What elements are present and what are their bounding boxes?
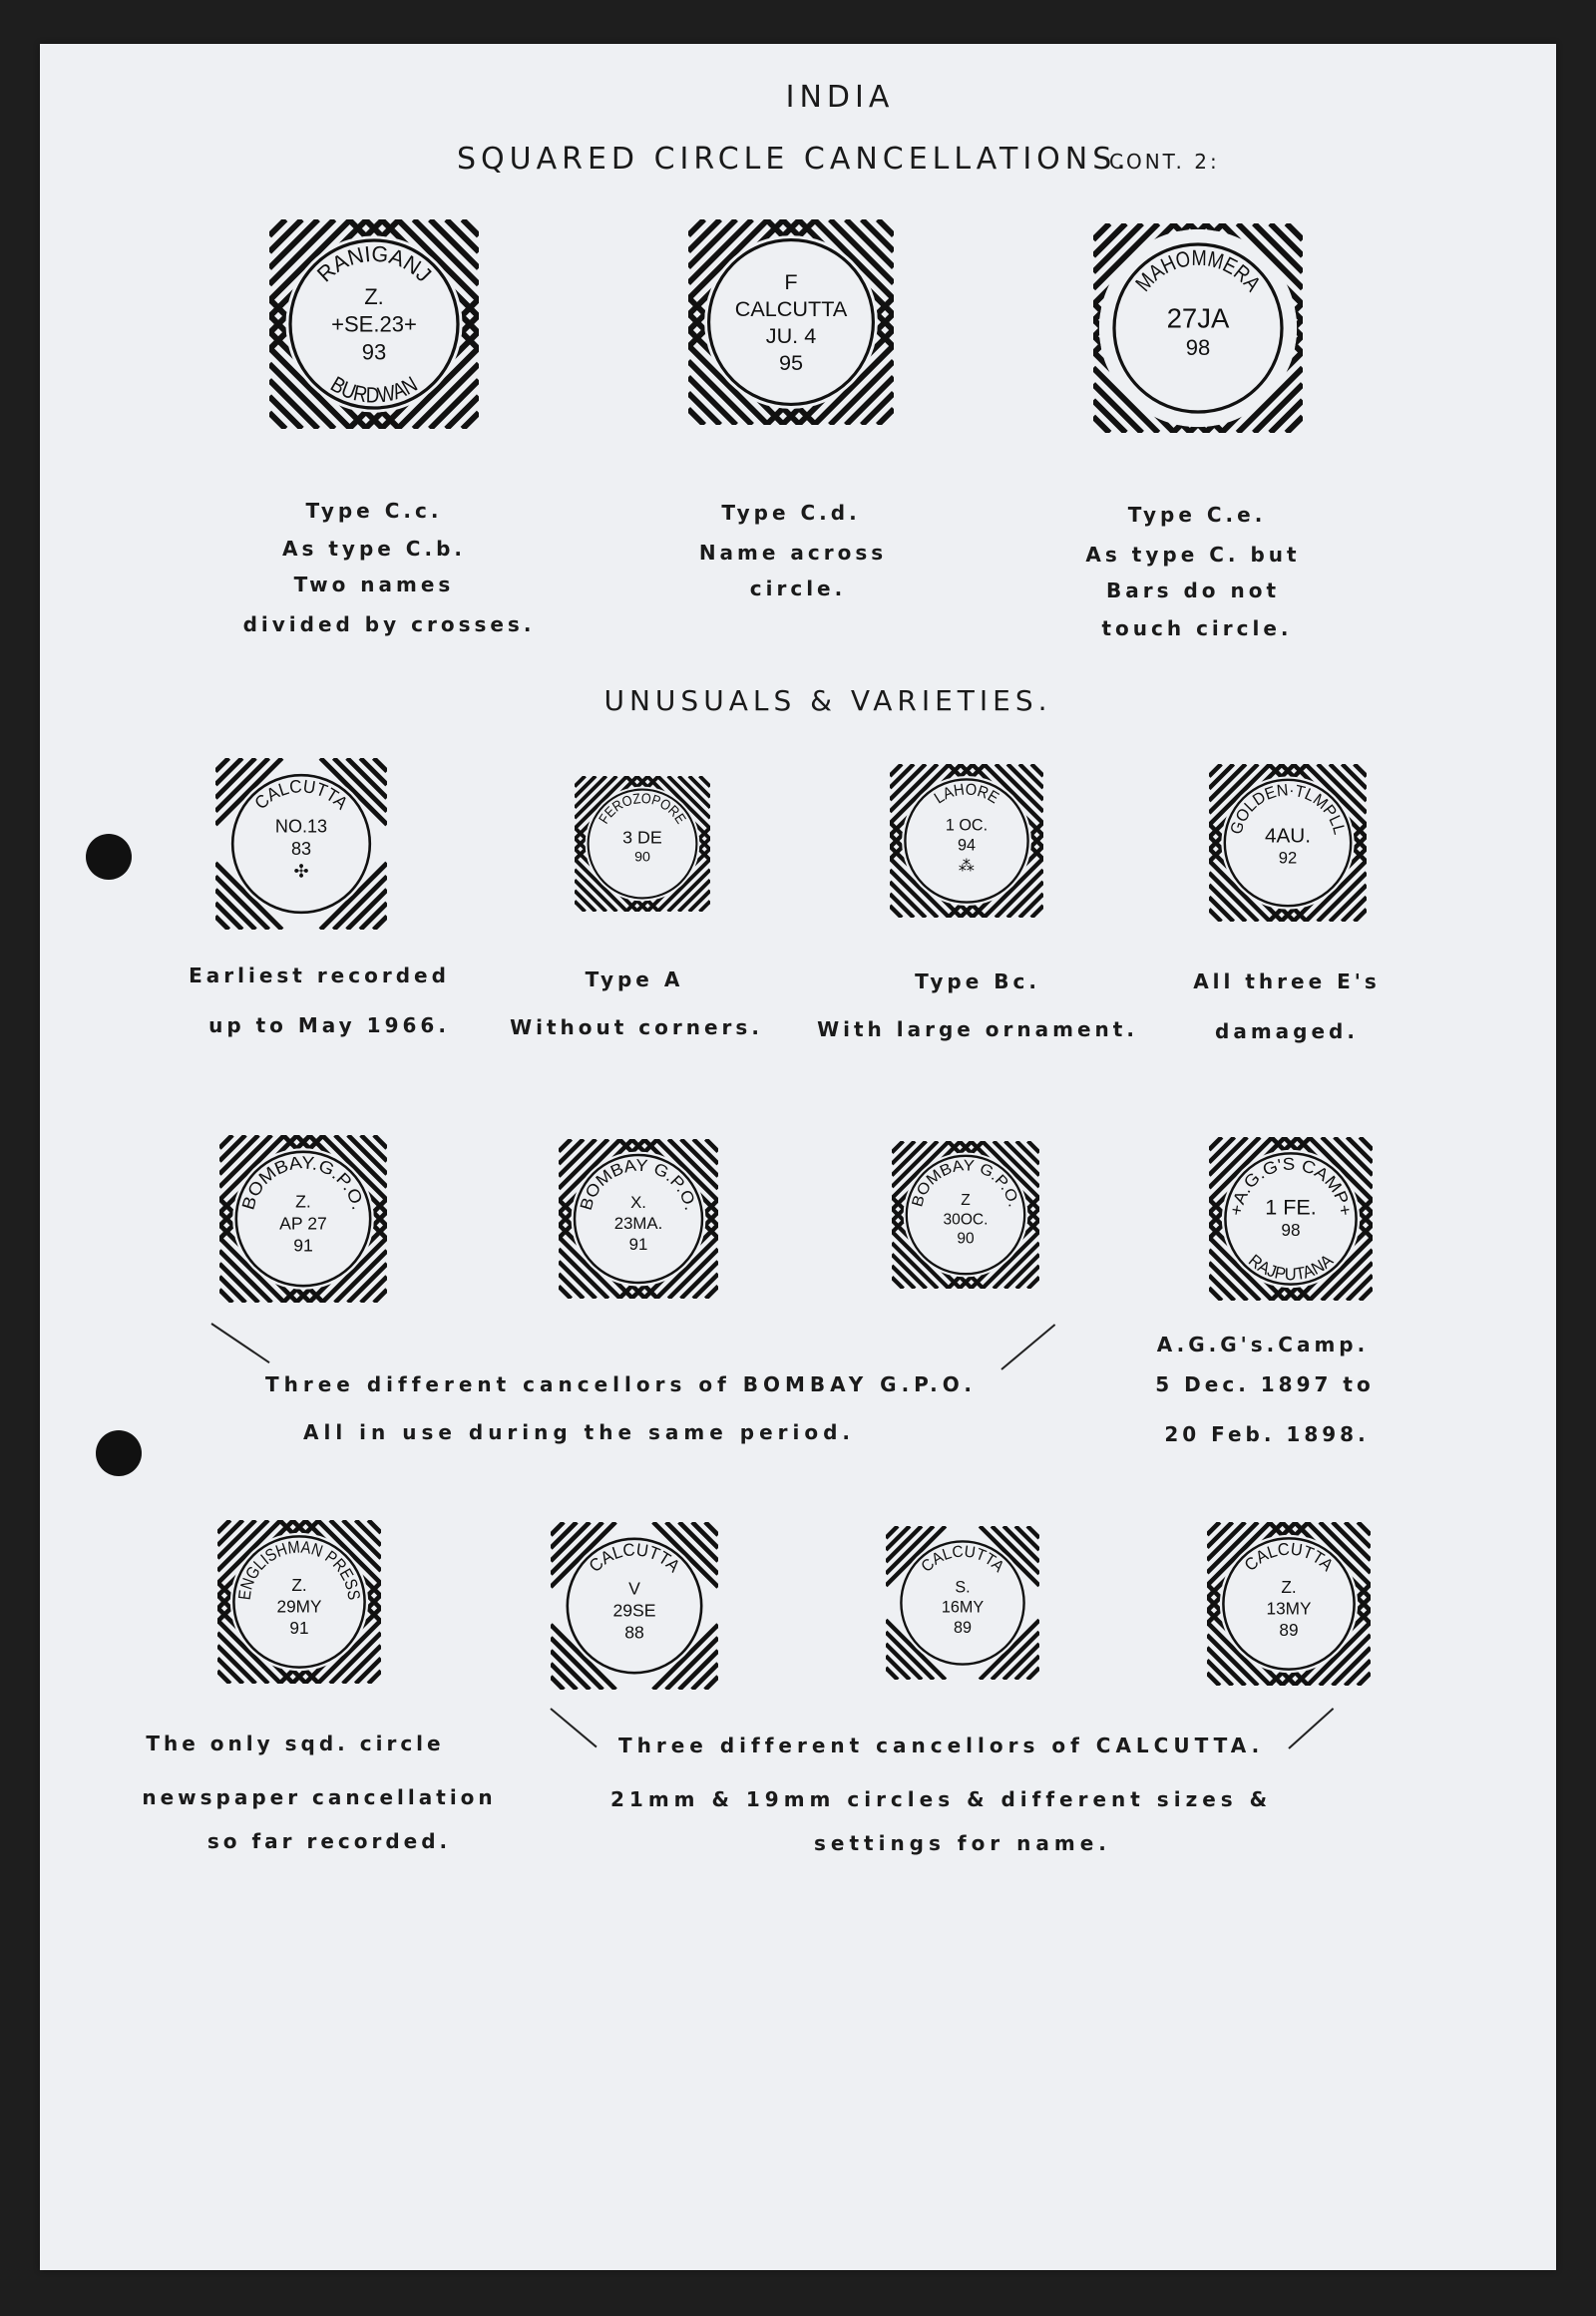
stamp-englishman-press [217, 1520, 381, 1684]
corner-bar [706, 1139, 718, 1151]
postmark-line: Z. [1281, 1576, 1297, 1597]
postmark-line: +SE.23+ [331, 311, 417, 337]
corner-bar [1209, 1137, 1222, 1150]
postmark-top-text: BOMBAY G.P.O. [909, 1157, 1022, 1210]
caption-newspaper-3: so far recorded. [206, 1829, 452, 1853]
corner-bar [692, 1664, 718, 1690]
corner-bar [862, 219, 894, 251]
postmark-line: 88 [624, 1622, 644, 1643]
postmark-line: 13MY [1266, 1598, 1312, 1619]
corner-bar [1093, 223, 1109, 239]
postmark-top-text: CALCUTTA [917, 1542, 1008, 1577]
caption-newspaper-2: newspaper cancellation [142, 1785, 497, 1809]
postmark-line: V [628, 1578, 640, 1599]
postmark-line: 29SE [612, 1600, 656, 1621]
corner-bar [575, 901, 586, 912]
bracket-right-bombay [1000, 1324, 1055, 1370]
corner-bar [886, 1526, 898, 1538]
stamp-bombay-gpo-3 [892, 1141, 1039, 1289]
caption-earliest-2: up to May 1966. [208, 1013, 450, 1037]
postmark-line: 98 [1185, 335, 1211, 361]
corner-bar [1346, 1522, 1371, 1547]
stamp-calcutta-f [688, 219, 894, 425]
caption-cd-2: Name across [698, 541, 888, 565]
postmark-line: 93 [361, 339, 387, 365]
postmark-top-text: +A.G.G'S CAMP+ [1225, 1153, 1357, 1218]
postmark-line: 91 [293, 1235, 313, 1256]
postmark-line: 91 [289, 1617, 309, 1638]
corner-bar [1270, 223, 1303, 256]
postmark-line: 95 [778, 350, 804, 376]
corner-bar [1360, 1137, 1373, 1150]
corner-bar [575, 891, 596, 912]
caption-cc-1: Type C.c. [305, 499, 443, 523]
postmark-line: 89 [954, 1618, 972, 1637]
postmark-top-text: FEROZOPORE [596, 790, 689, 828]
corner-bar [1348, 1137, 1373, 1162]
postmark-bottom-text: RAJPUTANA [1244, 1249, 1338, 1285]
corner-bar [892, 1141, 915, 1164]
bracket-left-bombay [210, 1323, 269, 1363]
corner-bar [269, 219, 285, 235]
corner-bar [699, 776, 710, 787]
corner-bar [559, 1139, 584, 1164]
postmark-line: 89 [1279, 1619, 1299, 1640]
postmark-top-text: CALCUTTA [585, 1539, 685, 1577]
corner-bar [575, 776, 586, 787]
caption-cc-3: Two names [293, 573, 455, 596]
corner-bar [559, 1139, 571, 1151]
postmark-line: 3 DE [622, 827, 662, 848]
corner-bar [463, 413, 479, 429]
postmark-top-text: RANIGANJ [311, 240, 437, 287]
postmark-line: Z. [364, 284, 384, 310]
corner-bar [688, 393, 720, 425]
caption-cc-2: As type C.b. [282, 537, 466, 561]
postmark-line: Z. [295, 1191, 311, 1212]
caption-ce-1: Type C.e. [1127, 503, 1267, 527]
caption-damaged-2: damaged. [1215, 1019, 1359, 1043]
section-unusuals: UNUSUALS & VARIETIES. [603, 684, 1052, 717]
corner-bar [1270, 400, 1303, 433]
postmark-line: AP 27 [279, 1213, 327, 1234]
corner-bar [356, 1520, 381, 1545]
caption-calcutta-3: settings for name. [814, 1831, 1111, 1855]
punch-hole-upper [86, 834, 132, 880]
stamp-bombay-gpo-2 [559, 1139, 718, 1299]
corner-bar [361, 1277, 387, 1303]
corner-bar [217, 1671, 230, 1684]
corner-bar [217, 1520, 242, 1545]
postmark-line: 27JA [1166, 302, 1230, 334]
corner-bar [1209, 1137, 1234, 1162]
corner-bar [1209, 910, 1221, 922]
postmark-top-text: BOMBAY G.P.O. [576, 1155, 701, 1213]
page-subtitle: SQUARED CIRCLE CANCELLATIONS. [457, 142, 1131, 177]
corner-bar [215, 758, 228, 771]
stamp-agg-camp [1209, 1137, 1373, 1301]
caption-typebc-2: With large ornament. [817, 1017, 1138, 1041]
caption-newspaper-1: The only sqd. circle [146, 1732, 445, 1755]
caption-agg-2: 5 Dec. 1897 to [1155, 1372, 1375, 1396]
corner-bar [551, 1664, 577, 1690]
corner-bars [688, 219, 894, 425]
corner-bar [1287, 417, 1303, 433]
corner-bar [1019, 894, 1043, 918]
postmark-top-text: MAHOMMERA [1130, 244, 1268, 298]
corner-bar [559, 1287, 571, 1299]
corner-bar [361, 1135, 387, 1161]
corner-bar [463, 219, 479, 235]
corner-bar [886, 1668, 898, 1680]
postmark-line: 90 [634, 849, 650, 866]
caption-agg-3: 20 Feb. 1898. [1164, 1422, 1370, 1446]
corner-bar [688, 219, 704, 235]
corner-bar [1027, 1526, 1039, 1538]
caption-bombay-2: All in use during the same period. [303, 1420, 856, 1444]
corner-bar [551, 1677, 564, 1690]
postmark-line: JU. 4 [765, 323, 817, 349]
corner-bar [1028, 1141, 1039, 1152]
caption-typea-1: Type A [585, 967, 684, 991]
page-subtitle-cont: CONT. 2: [1109, 150, 1220, 174]
postmark-line: 92 [1278, 848, 1298, 868]
corner-bar [1093, 400, 1126, 433]
corner-bar [688, 409, 704, 425]
corner-bar [551, 1522, 564, 1535]
postmark-line: 94 [958, 836, 976, 855]
stamp-calcutta-no13 [215, 758, 387, 930]
corner-bar [446, 219, 479, 252]
corner-bar [1207, 1661, 1232, 1686]
postmark-line: 1 FE. [1265, 1195, 1317, 1220]
postmark-line: F [784, 269, 798, 295]
caption-typea-2: Without corners. [510, 1015, 763, 1039]
corner-bar [1209, 764, 1234, 789]
corner-bar [890, 894, 914, 918]
postmark-line: X. [630, 1193, 646, 1213]
corner-bar [693, 1139, 718, 1164]
corner-bar [878, 219, 894, 235]
bracket-right-calcutta [1288, 1708, 1334, 1749]
corner-bar [1209, 1288, 1222, 1301]
postmark-line: 4AU. [1264, 824, 1312, 848]
corner-bar [219, 1290, 232, 1303]
corner-bar [368, 1520, 381, 1533]
corner-bar [1358, 1673, 1371, 1686]
corner-bar [705, 1522, 718, 1535]
corner-bar [215, 917, 228, 930]
corner-bar [878, 409, 894, 425]
postmark-line: 16MY [941, 1598, 985, 1617]
caption-ce-3: Bars do not [1105, 579, 1281, 602]
postmark-circle [709, 240, 874, 405]
corner-bar [356, 1659, 381, 1684]
postmark-bottom-text: BURDWAN [326, 370, 424, 408]
postmark-line: Z [961, 1191, 971, 1209]
corner-bar [215, 758, 242, 785]
corner-bar [1346, 1661, 1371, 1686]
postmark-line: Z. [291, 1574, 307, 1595]
corner-bar [360, 758, 387, 785]
corner-bar [862, 393, 894, 425]
corner-bar [1031, 906, 1043, 918]
corner-bar [1342, 897, 1367, 922]
postmark-top-text: ENGLISHMAN PRESS [233, 1536, 365, 1603]
postmark-line: 90 [957, 1230, 975, 1248]
corner-bar [688, 219, 720, 251]
postmark-line: CALCUTTA [734, 296, 848, 322]
corner-bar [1209, 764, 1221, 776]
corner-bar [219, 1277, 245, 1303]
corner-bar [1093, 223, 1223, 353]
corner-bar [269, 396, 302, 429]
corner-bar [1015, 1656, 1039, 1680]
corner-bar [1355, 910, 1367, 922]
corner-bar [890, 764, 902, 776]
caption-damaged-1: All three E's [1193, 969, 1381, 993]
postmark-line: ⁂ [958, 856, 976, 875]
corner-bar [886, 1526, 910, 1550]
postmark-line: 30OC. [943, 1211, 989, 1229]
stamp-raniganj [269, 219, 479, 429]
caption-calcutta-1: Three different cancellors of CALCUTTA. [618, 1734, 1265, 1757]
caption-cd-1: Type C.d. [721, 501, 861, 525]
corner-bar [705, 1677, 718, 1690]
postmark-line: 83 [290, 838, 312, 859]
corner-bar [360, 903, 387, 930]
postmark-top-text: BOMBAY.G.P.O. [237, 1152, 369, 1213]
postmark-top-text: CALCUTTA [250, 776, 353, 814]
stamp-lahore [890, 764, 1043, 918]
postmark-line: NO.13 [274, 816, 328, 837]
corner-bar [890, 906, 902, 918]
corner-bar [1207, 1673, 1220, 1686]
corner-bar [1093, 223, 1126, 256]
corner-bar [1015, 1526, 1039, 1550]
stamp-golden-temple [1209, 764, 1367, 922]
corner-bar [368, 1671, 381, 1684]
corner-bar [689, 891, 710, 912]
corner-bar [1173, 223, 1303, 353]
caption-ce-2: As type C. but [1085, 543, 1301, 567]
corner-bar [374, 917, 387, 930]
corner-bar [1358, 1522, 1371, 1535]
corner-bar [217, 1659, 242, 1684]
caption-cd-3: circle. [749, 577, 847, 600]
corner-bar [890, 764, 914, 788]
corner-bar [1355, 764, 1367, 776]
corner-bar [1028, 1278, 1039, 1289]
corner-bar [269, 413, 285, 429]
postmark-top-text: GOLDEN·TLMPLL [1226, 780, 1350, 837]
corner-bar [1016, 1141, 1039, 1164]
corner-bar [699, 901, 710, 912]
stamp-calcutta-s [886, 1526, 1039, 1680]
corner-bar [693, 1274, 718, 1299]
postmark-line: 98 [1281, 1219, 1301, 1240]
corner-bar [1342, 764, 1367, 789]
corner-bar [892, 1278, 903, 1289]
stamp-calcutta-v [551, 1522, 718, 1690]
corner-bar [1016, 1266, 1039, 1289]
corner-bar [1287, 223, 1303, 239]
caption-agg-1: A.G.G's.Camp. [1156, 1333, 1370, 1356]
bracket-left-calcutta [550, 1708, 597, 1747]
postmark-line: 1 OC. [945, 816, 989, 835]
page-country: INDIA [785, 80, 895, 115]
corner-bar [575, 776, 596, 797]
punch-hole-lower [96, 1430, 142, 1476]
corner-bar [269, 219, 302, 252]
corner-bar [1209, 1276, 1234, 1301]
corner-bar [892, 1266, 915, 1289]
corner-bar [446, 396, 479, 429]
postmark-top-text: CALCUTTA [1240, 1538, 1339, 1576]
corner-bar [1360, 1288, 1373, 1301]
caption-cc-4: divided by crosses. [242, 612, 536, 636]
postmark-line: ✣ [293, 861, 309, 882]
corner-bar [886, 1656, 910, 1680]
corner-bar [374, 758, 387, 771]
postmark-line: S. [955, 1578, 971, 1597]
corner-bar [1093, 417, 1109, 433]
corner-bar [692, 1522, 718, 1548]
postmark-line: 23MA. [613, 1214, 663, 1234]
caption-calcutta-2: 21mm & 19mm circles & different sizes & [610, 1787, 1273, 1811]
corner-bar [689, 776, 710, 797]
corner-bar [1348, 1276, 1373, 1301]
caption-typebc-1: Type Bc. [915, 969, 1040, 993]
corner-bar [1207, 1522, 1232, 1547]
corner-bar [374, 1135, 387, 1148]
stamp-calcutta-z [1207, 1522, 1371, 1686]
corner-bar [1209, 897, 1234, 922]
postmark-line: 91 [628, 1235, 648, 1255]
caption-bombay-1: Three different cancellors of BOMBAY G.P.O. [265, 1372, 977, 1396]
corner-bar [219, 1135, 232, 1148]
corner-bar [892, 1141, 903, 1152]
corner-bar [374, 1290, 387, 1303]
corner-bar [1031, 764, 1043, 776]
stamp-mahommera [1093, 223, 1303, 433]
stamp-ferozepore [575, 776, 710, 912]
corner-bar [1207, 1522, 1220, 1535]
corner-bar [219, 1135, 245, 1161]
corner-bar [1027, 1668, 1039, 1680]
postmark-line: 29MY [276, 1596, 322, 1617]
caption-ce-4: touch circle. [1101, 616, 1293, 640]
corner-bar [1019, 764, 1043, 788]
corner-bar [215, 903, 242, 930]
corner-bar [217, 1520, 230, 1533]
corner-bar [559, 1274, 584, 1299]
postmark-top-text: LAHORE [931, 780, 1003, 808]
album-page [40, 44, 1556, 2270]
corner-bar [706, 1287, 718, 1299]
caption-earliest-1: Earliest recorded [189, 964, 450, 987]
corner-bar [551, 1522, 577, 1548]
stamp-bombay-gpo-1 [219, 1135, 387, 1303]
